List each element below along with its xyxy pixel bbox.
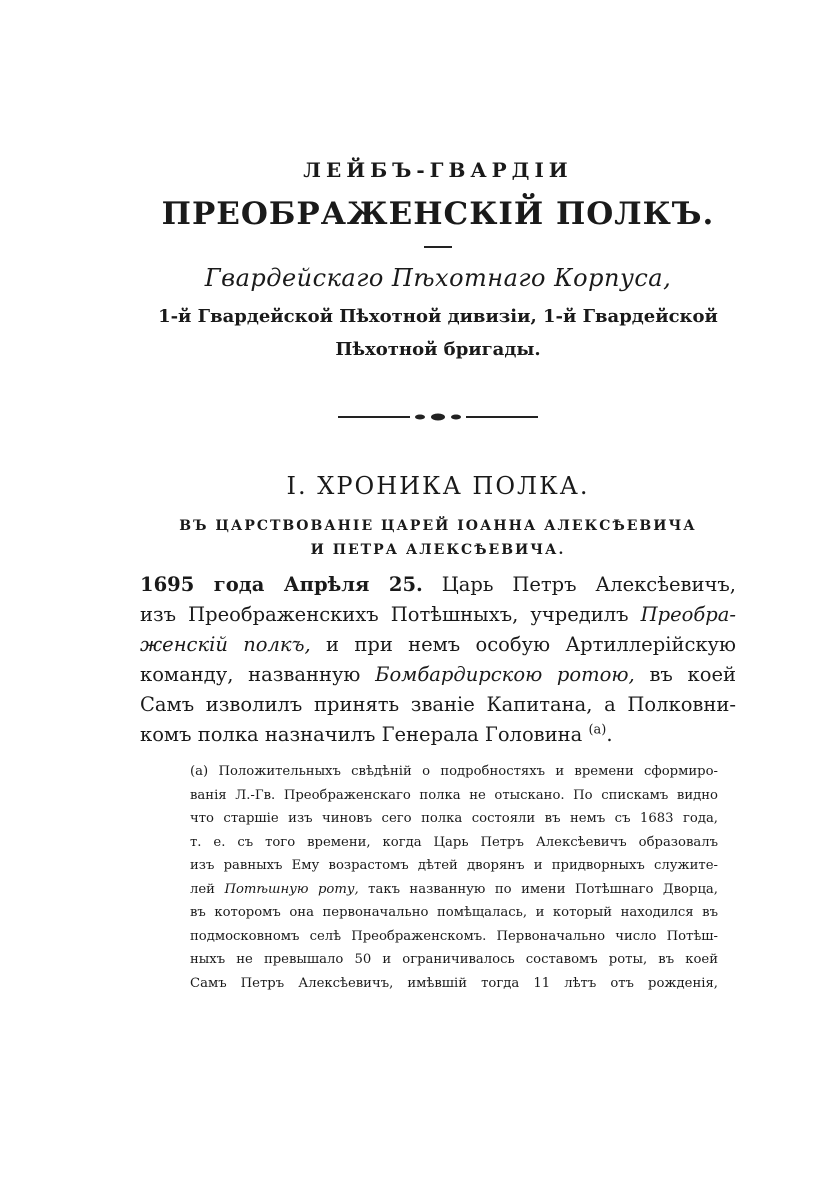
title-divider bbox=[424, 246, 452, 248]
text-line: женскій полкъ, и при немъ особую Артиллерійскую bbox=[140, 633, 737, 656]
footnote-line: Самъ Петръ Алексѣевичъ, имѣвшій тогда 11 лѣтъ отъ рожденія, bbox=[190, 975, 718, 991]
division-line: 1-й Гвардейской Пѣхотной дивизіи, 1-й Гвардейской bbox=[158, 306, 718, 327]
page-title: ПРЕОБРАЖЕНСКІЙ ПОЛКЪ. bbox=[161, 196, 715, 232]
footnote-line: изъ равныхъ Ему возрастомъ дѣтей дворянъ и придворныхъ служите- bbox=[190, 858, 718, 873]
text-line: Самъ изволилъ принять званіе Капитана, а Полковни- bbox=[140, 693, 736, 716]
footnote bbox=[190, 760, 718, 995]
footnote-line: (а) Положительныхъ свѣдѣній о подробностяхъ и времени сформиро- bbox=[190, 764, 718, 779]
main-paragraph bbox=[140, 570, 736, 750]
text-line: изъ Преображенскихъ Потѣшныхъ, учредилъ Преобра- bbox=[140, 603, 736, 626]
corps-line: Гвардейскаго Пѣхотнаго Корпуса, bbox=[204, 264, 672, 292]
date-label: 1695 года Апрѣля 25. bbox=[140, 573, 423, 596]
footnote-reference: (а) bbox=[588, 722, 607, 738]
footnote-line: подмосковномъ селѣ Преображенскомъ. Первоначально число Потѣш- bbox=[190, 928, 718, 944]
document-page bbox=[140, 150, 736, 995]
reign-line-1: ВЪ ЦАРСТВОВАНІЕ ЦАРЕЙ ІОАННА АЛЕКСѢЕВИЧА bbox=[179, 518, 697, 534]
footnote-line: лей Потѣшную роту, такъ названную по имени Потѣшнаго Дворца, bbox=[190, 881, 718, 897]
footnote-line: т. е. съ того времени, когда Царь Петръ Алексѣевичъ образовалъ bbox=[190, 834, 718, 850]
ornament-divider bbox=[338, 412, 538, 422]
text-line: 1695 года Апрѣля 25. Царь Петръ Алексѣевичъ, bbox=[140, 573, 736, 596]
footnote-line: ныхъ не превышало 50 и ограничивалось составомъ роты, въ коей bbox=[190, 952, 718, 967]
reign-line-2: И ПЕТРА АЛЕКСѢЕВИЧА. bbox=[310, 542, 566, 558]
chapter-heading: I. ХРОНИКА ПОЛКА. bbox=[286, 472, 590, 500]
brigade-line: Пѣхотной бригады. bbox=[335, 339, 541, 360]
text-line: комъ полка назначилъ Генерала Головина $^{(а)}$. bbox=[140, 722, 613, 746]
footnote-line: ванія Л.-Гв. Преображенскаго полка не отыскано. По спискамъ видно bbox=[190, 787, 718, 803]
text-line: команду, названную Бомбардирскою ротою, въ коей bbox=[140, 663, 736, 686]
footnote-line: въ которомъ она первоначально помѣщалась, и который находился въ bbox=[190, 905, 718, 920]
title-small: ЛЕЙБЪ-ГВАРДІИ bbox=[303, 158, 573, 182]
footnote-line: что старшіе изъ чиновъ сего полка состояли въ немъ съ 1683 года, bbox=[190, 811, 718, 826]
